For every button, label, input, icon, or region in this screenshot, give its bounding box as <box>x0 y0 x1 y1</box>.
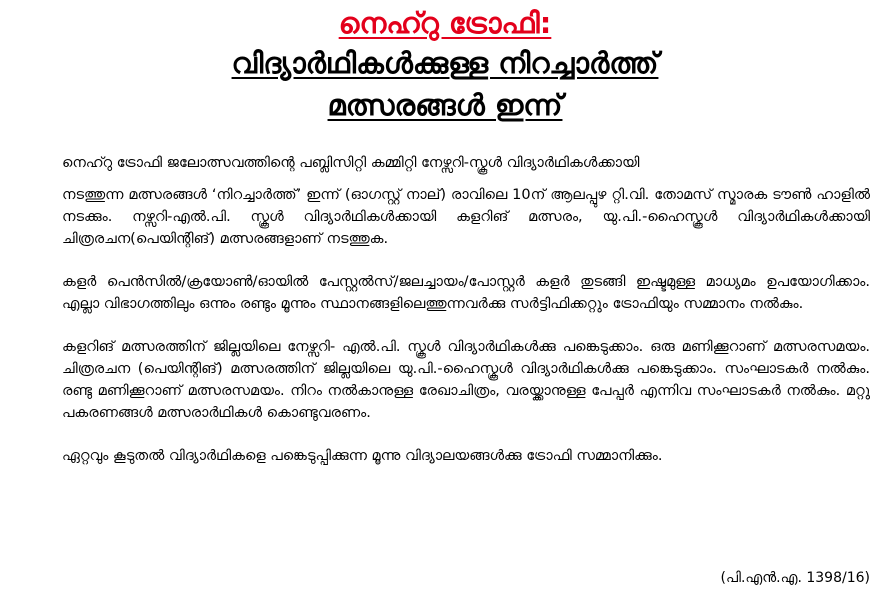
paragraph-1-rest: നടത്തുന്ന മത്സരങ്ങൾ ‘നിറച്ചാർത്ത്’ ഇന്ന് (ഓഗസ്റ്റ് നാല്) രാവിലെ 10ന് ആലപ്പുഴ റ്റി.വി. തോമസ് സ്മാരക ടൗൺ ഹാളിൽ നടക്കും. നഴ്സറി-എൽ.പി. സ്കൂൾ വിദ്യാർഥികൾക്കായി കളറിങ് മത്സരം, യു.പി.-ഹൈസ്കൂൾ വിദ്യാർഥികൾക്കായി ചിത്രരചന(പെയിന്റിങ്) മത്സരങ്ങളാണ് നടത്തുക. <box>62 187 870 247</box>
paragraph-3: കളറിങ് മത്സരത്തിന് ജില്ലയിലെ നേഴ്സറി- എൽ.പി. സ്കൂൾ വിദ്യാർഥികൾക്കു പങ്കെടുക്കാം. ഒരു മണിക്കൂറാണ് മത്സരസമയം. ചിത്രരചന (പെയിന്റിങ്) മത്സരത്തിന് ജില്ലയിലെ യു.പി.-ഹൈസ്കൂൾ വിദ്യാർഥികൾക്കു പങ്കെടുക്കാം. സംഘാടകർ നൽകും. രണ്ടു മണിക്കൂറാണ് മത്സരസമയം. നിറം നൽകാനുള്ള രേഖാചിത്രം, വരയ്ക്കാനുള്ള പേപ്പർ എന്നിവ സംഘാടകർ നൽകും. മറ്റു പകരണങ്ങൾ മത്സരാർഥികൾ കൊണ്ടുവരണം. <box>62 339 870 421</box>
headline-kicker: നെഹ്റു ട്രോഫി: <box>338 6 552 40</box>
paragraph-1 <box>62 152 870 250</box>
paragraph-1-first-line: നെഹ്റു ട്രോഫി ജലോത്സവത്തിന്റെ പബ്ലിസിറ്റി കമ്മിറ്റി നേഴ്സറി-സ്കൂൾ വിദ്യാർഥികൾക്കായി <box>62 155 640 171</box>
article-body <box>62 152 870 488</box>
headline-title-line-1: വിദ്യാർഥികൾക്കുള്ള നിറച്ചാർത്ത് <box>231 46 659 80</box>
paragraph-2: കളർ പെൻസിൽ/ക്രയോൺ/ഓയിൽ പേസ്റ്റൽസ്/ജലച്ചായം/പോസ്റ്റർ കളർ തുടങ്ങി ഇഷ്ടമുള്ള മാധ്യമം ഉപയോഗിക്കാം. എല്ലാ വിഭാഗത്തിലും ഒന്നും രണ്ടും മൂന്നും സ്ഥാനങ്ങളിലെത്തുന്നവർക്കു സർട്ടിഫിക്കറ്റും ട്രോഫിയും സമ്മാനം നൽകും. <box>62 274 870 312</box>
release-reference-number: (പി.എൻ.എ. 1398/16) <box>720 570 870 586</box>
paragraph-4: ഏറ്റവും കൂടുതൽ വിദ്യാർഥികളെ പങ്കെടുപ്പിക്കുന്ന മൂന്നു വിദ്യാലയങ്ങൾക്കു ട്രോഫി സമ്മാനിക്കും. <box>62 448 663 464</box>
headline-title-line-2: മത്സരങ്ങൾ ഇന്ന് <box>327 88 563 122</box>
